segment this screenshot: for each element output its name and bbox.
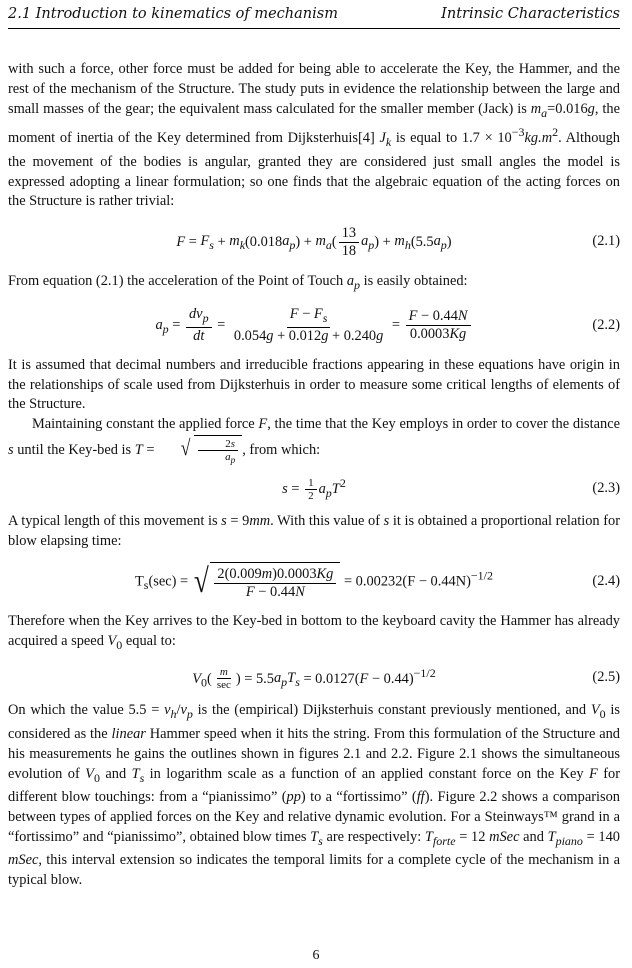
equation-2-2: $a_p$ = $\frac{dv_p}{dt}$ = $\frac{F - F_s}{0.054g + 0.012g + 0.240g}$ = $\frac{F - 0.44N}{0.0003Kg}$ (2.2): [155, 306, 620, 345]
header-chapter-title: Intrinsic Characteristics: [441, 6, 620, 22]
paragraph-4: Maintaining constant the applied force F, the time that the Key employs in order to cover the distance s until the Key-bed is T = √ $\frac{2s}{a_p}$ , from which:: [8, 416, 621, 466]
equation-number: (2.4): [592, 572, 620, 589]
equation-number: (2.2): [592, 316, 620, 333]
paragraph-3: It is assumed that decimal numbers and irreducible fractions appearing in these equations have origin in the relationships of scale used from Dijksterhuis in order to measure some critical lengths of elements of the Structure.: [8, 356, 620, 413]
equation-2-3: s = $\frac{1}{2}$ $a_pT^2$ (2.3): [282, 476, 620, 503]
header-section-title: 2.1 Introduction to kinematics of mechanism: [8, 6, 338, 22]
paragraph-2: From equation (2.1) the acceleration of the Point of Touch $a_p$ is easily obtained:: [8, 273, 468, 292]
page-number: 6: [312, 948, 320, 963]
equation-number: (2.1): [592, 233, 620, 250]
paragraph-1: with such a force, other force must be added for being able to accelerate the Key, the Hammer, and the rest of the mechanism of the Structure. The study puts in evidence the relationship between the large and small masses of the gear; the equivalent mass calculated for the smaller member (Jack) is $m_a=0.016g$, the moment of inertia of the Key determined from Dijksterhuis[4] $J_k$ is equal to $1.7 \times 10^{-3}kg.m^2$. Although the movement of the bodies is angular, granted they are considered just small angles the model is expressed adopting a linear formulation; so one finds that the algebraic equation of the acting forces on the Structure is rather trivial:: [8, 61, 621, 210]
equation-number: (2.3): [592, 480, 620, 497]
paragraph-5: A typical length of this movement is s = 9mm. With this value of s it is obtained a proportional relation for blow elapsing time:: [8, 513, 620, 549]
equation-2-5: $V_0$( $\frac{m}{\sec}$ ) = $5.5a_pT_s = 0.0127(F - 0.44)^{-1/2}$ (2.5): [192, 665, 620, 692]
page-body: [8, 60, 620, 891]
paragraph-6: Therefore when the Key arrives to the Key-bed in bottom to the keyboard cavity the Hammer has already acquired a speed $V_0$ equal to:: [8, 612, 620, 652]
paragraph-7: On which the value $5.5 = v_h/v_p$ is the (empirical) Dijksterhuis constant previously mentioned, and $V_0$ is considered as the linear Hammer speed when it hits the string. From this formulation of the Structure and his measurements he gains the outlines shown in figures 2.1 and 2.2. Figure 2.1 shows the simultaneous evolution of $V_0$ and $T_s$ in logarithm scale as a function of an applied constant force on the Key F for different blow touchings: from a “pianissimo” (pp) to a “fortissimo” (ff). Figure 2.2 shows a comparison between types of applied forces on the Key and relative dynamic evolution. For a Steinways™ grand in a “fortissimo” and “pianissimo”, obtained blow times $T_s$ are respectively: $T_{forte} = 12$ mSec and $T_{piano} = 140$ mSec, this interval extension so indicates the temporal limits for a complete cycle of the mechanism in a typical blow.: [8, 702, 620, 889]
equation-number: (2.5): [592, 669, 620, 686]
running-header: [8, 6, 620, 29]
equation-2-1: $F = F_s + m_k(0.018a_p) + m_a$( $\frac{13}{18}$ $a_p) + m_h(5.5a_p)$ (2.1): [176, 224, 620, 259]
equation-2-4: $T_s(\sec)$ = √ $\frac{2(0.009m)0.0003Kg}{F - 0.44N}$ = $0.00232(F - 0.44N)^{-1/2}$ (2.4): [134, 562, 620, 600]
